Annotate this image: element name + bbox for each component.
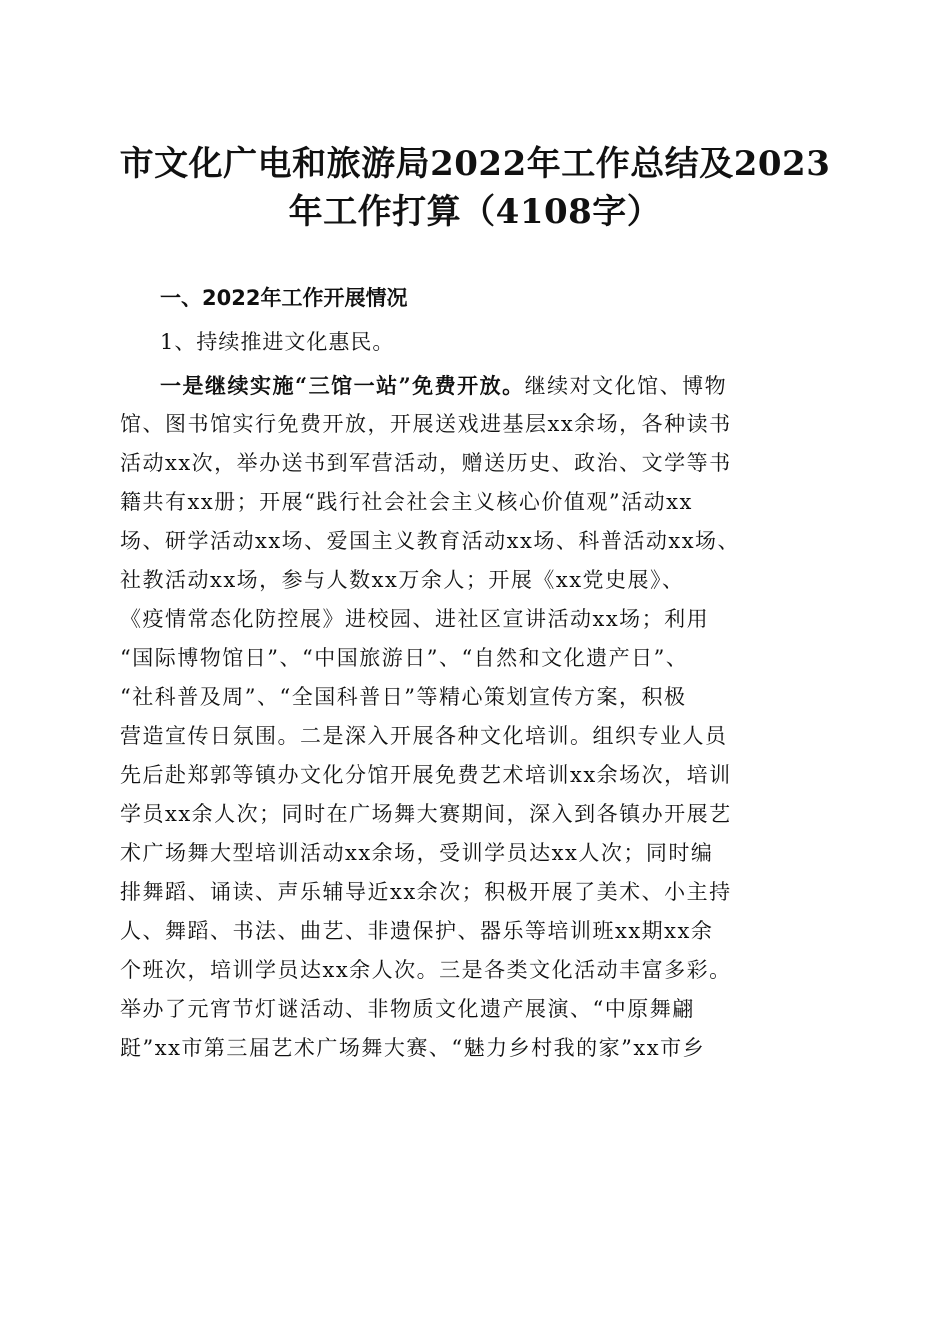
- lead-bold-text: 一是继续实施“三馆一站”免费开放。: [160, 373, 525, 398]
- section-heading: 一、2022年工作开展情况: [160, 286, 408, 310]
- body-line: 营造宣传日氛围。二是深入开展各种文化培训。组织专业人员: [120, 724, 728, 748]
- body-line: “国际博物馆日”、“中国旅游日”、“自然和文化遗产日”、: [120, 646, 689, 670]
- body-line: 社教活动xx场，参与人数xx万余人；开展《xx党史展》、: [120, 568, 685, 592]
- body-line: 人、舞蹈、书法、曲艺、非遗保护、器乐等培训班xx期xx余: [120, 919, 714, 943]
- body-line: 场、研学活动xx场、爱国主义教育活动xx场、科普活动xx场、: [120, 529, 741, 553]
- body-line: 《疫情常态化防控展》进校园、进社区宣讲活动xx场；利用: [120, 607, 710, 631]
- body-line: [120, 366, 835, 405]
- body-line: 术广场舞大型培训活动xx余场，受训学员达xx人次；同时编: [120, 841, 714, 865]
- body-line: 籍共有xx册；开展“践行社会社会主义核心价值观”活动xx: [120, 490, 693, 514]
- body-line: 排舞蹈、诵读、声乐辅导近xx余次；积极开展了美术、小主持: [120, 880, 732, 904]
- body-line: “社科普及周”、“全国科普日”等精心策划宣传方案，积极: [120, 685, 687, 709]
- body-line: 举办了元宵节灯谜活动、非物质文化遗产展演、“中原舞翩: [120, 997, 695, 1021]
- body-line: 活动xx次，举办送书到军营活动，赠送历史、政治、文学等书: [120, 451, 732, 475]
- body-line: 个班次，培训学员达xx余人次。三是各类文化活动丰富多彩。: [120, 958, 732, 982]
- body-line: 跹”xx市第三届艺术广场舞大赛、“魅力乡村我的家”xx市乡: [120, 1036, 706, 1060]
- title-line-2: 年工作打算（4108字）: [288, 192, 662, 232]
- body-line: 馆、图书馆实行免费开放，开展送戏进基层xx余场，各种读书: [120, 412, 732, 436]
- subheading: 1、持续推进文化惠民。: [160, 330, 395, 354]
- body-text: [120, 366, 835, 1068]
- document-title: [110, 140, 840, 236]
- body-line: 先后赴郑郭等镇办文化分馆开展免费艺术培训xx余场次，培训: [120, 763, 732, 787]
- body-line-text: 继续对文化馆、博物: [524, 374, 728, 398]
- title-line-1: 市文化广电和旅游局2022年工作总结及2023: [119, 144, 831, 184]
- body-line: 学员xx余人次；同时在广场舞大赛期间，深入到各镇办开展艺: [120, 802, 732, 826]
